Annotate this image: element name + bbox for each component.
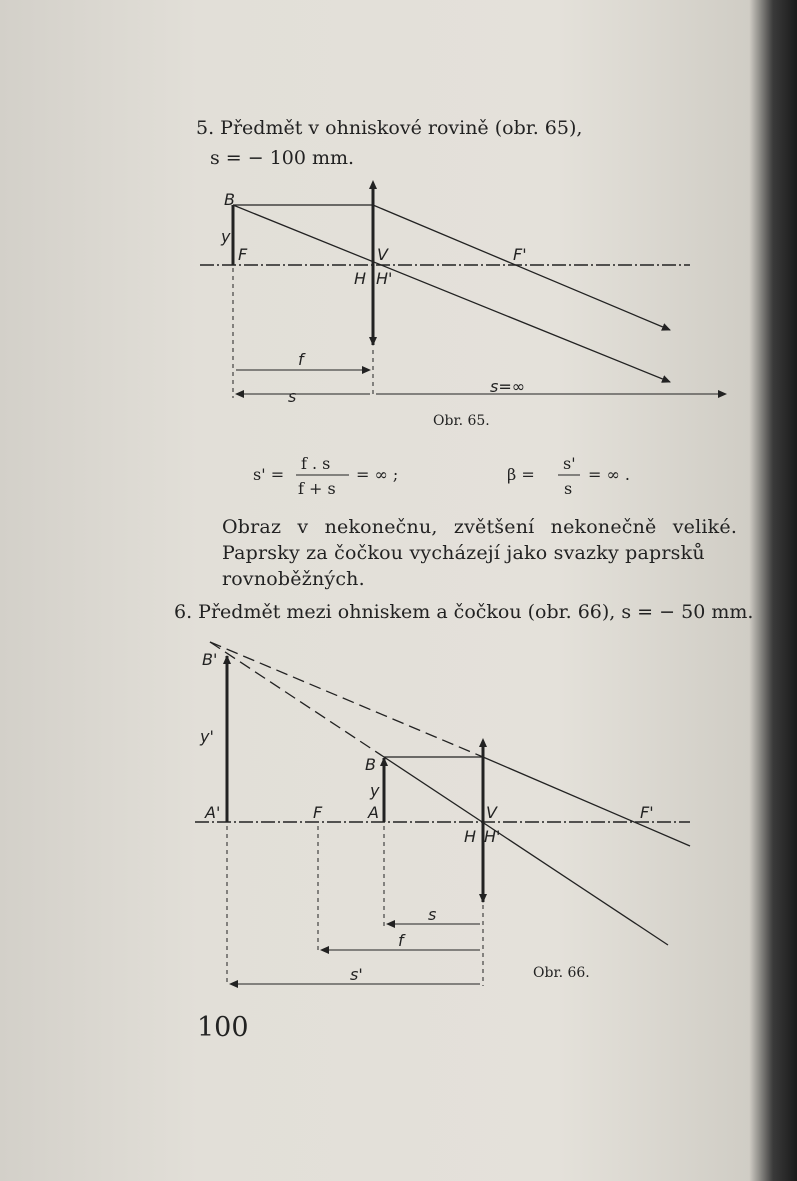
label-B-prime: B' [202,650,218,669]
formula-eq1: = ∞ ; [356,465,399,484]
label-H: H [354,269,367,288]
label-s: s [288,387,297,406]
formula-beta-denominator: s [564,479,573,498]
label-F-prime-66: F' [640,803,654,822]
label-B-66: B [365,755,376,774]
label-s-prime-66: s' [350,965,363,984]
label-V: V [377,245,388,264]
figure-65-caption: Obr. 65. [433,413,490,429]
paragraph-line-3: rovnoběžných. [222,568,365,590]
label-B: B [224,190,235,209]
formula-denominator: f + s [298,479,336,498]
label-f-66: f [398,931,404,950]
paragraph-line-2: Paprsky za čočkou vycházejí jako svazky paprsků [222,542,705,564]
label-H-prime: H' [376,269,393,288]
label-A-prime: A' [205,803,221,822]
page-number: 100 [197,1012,249,1043]
label-f: f [298,350,304,369]
label-H-66: H [464,827,477,846]
section-5-heading: 5. Předmět v ohniskové rovině (obr. 65), [196,117,583,139]
formula-beta: β = [507,465,535,484]
section-5-distance: s = − 100 mm. [210,147,355,169]
label-s-66: s [428,905,437,924]
label-y-prime: y' [200,727,214,746]
formula-numerator: f . s [301,454,331,473]
section-6-heading: 6. Předmět mezi ohniskem a čočkou (obr. 66), s = − 50 mm. [174,601,754,623]
label-y-66: y [370,781,380,800]
label-H-prime-66: H' [484,827,501,846]
label-A: A [368,803,379,822]
label-V-66: V [486,803,497,822]
label-F-66: F [313,803,323,822]
formula-lhs: s' = [253,465,285,484]
label-y: y [221,227,231,246]
figure-66-caption: Obr. 66. [533,965,590,981]
formula-eq2: = ∞ . [588,465,630,484]
label-F: F [238,245,248,264]
label-s-prime-infinity: s=∞ [490,377,526,396]
label-F-prime: F' [513,245,527,264]
formula-beta-numerator: s' [563,454,576,473]
paragraph-line-1: Obraz v nekonečnu, zvětšení nekonečně veliké. [222,516,738,538]
